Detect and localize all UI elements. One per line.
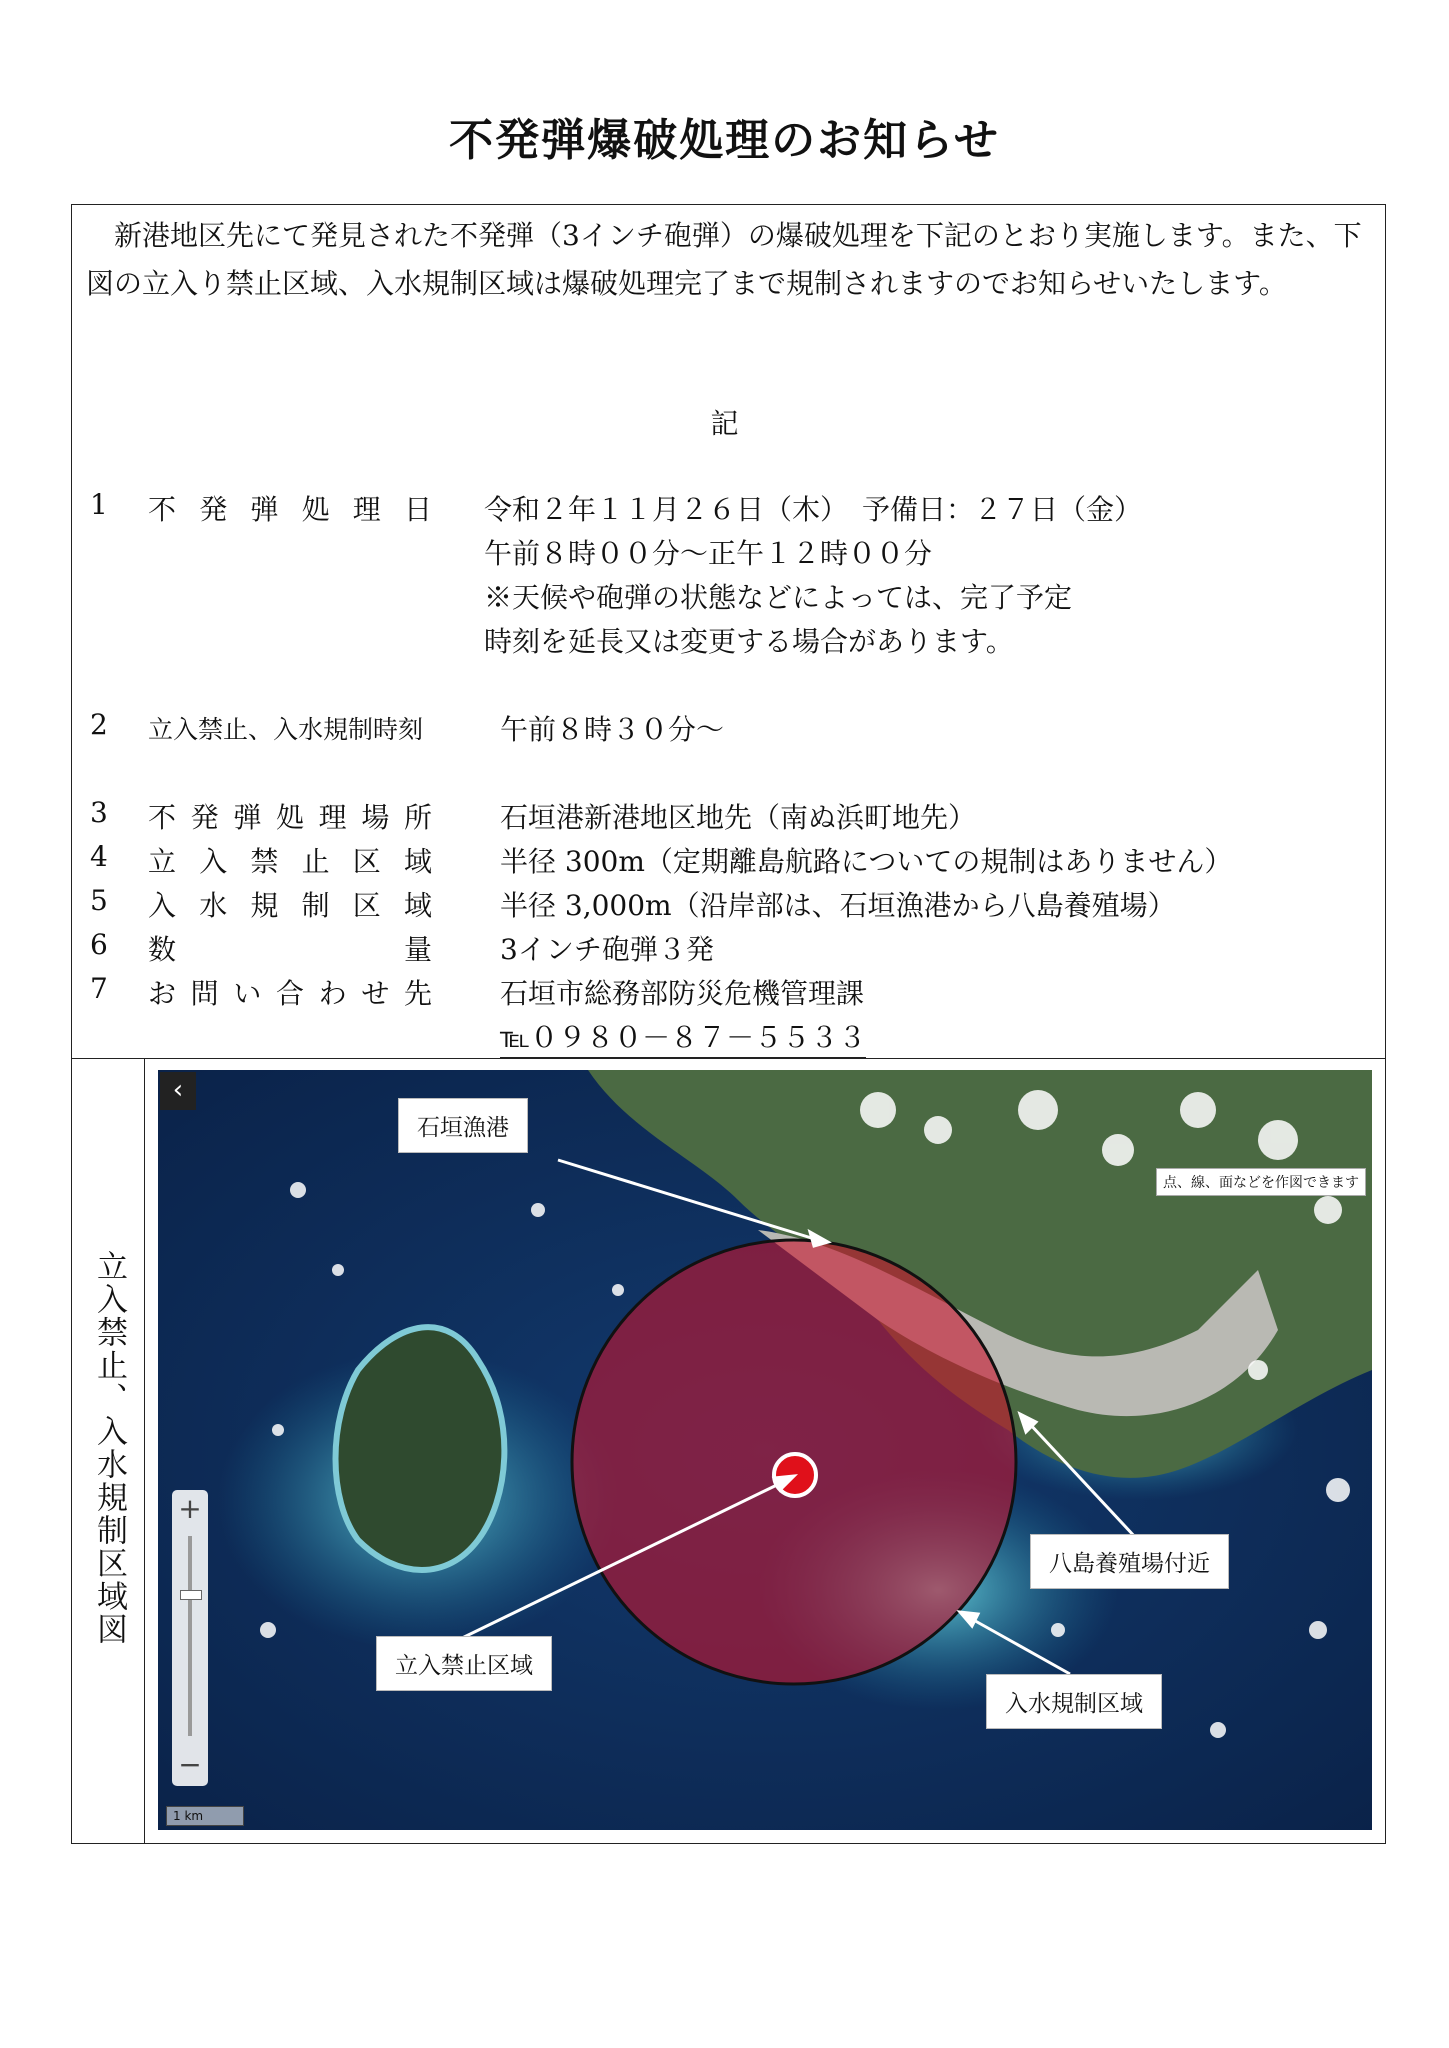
regulation-area-map[interactable] xyxy=(158,1070,1372,1830)
page-title: 不発弾爆破処理のお知らせ xyxy=(449,115,1000,166)
item-1-label: 不発弾処理日 xyxy=(148,493,432,526)
item-1-value-line-1: 令和２年１１月２６日（木） 予備日：２７日（金） xyxy=(484,493,1143,526)
item-7-label: お問い合わせ先 xyxy=(148,977,432,1010)
item-3-value: 石垣港新港地区地先（南ぬ浜町地先） xyxy=(500,801,977,834)
intro-line-1: 新港地区先にて発見された不発弾（3インチ砲弾）の爆破処理を下記のとおり実施します。 xyxy=(114,219,1250,252)
item-2-number: 2 xyxy=(90,708,108,741)
item-6-value: 3インチ砲弾３発 xyxy=(500,933,714,966)
zoom-in-button[interactable]: + xyxy=(178,1492,202,1525)
item-2-label: 立入禁止、入水規制時刻 xyxy=(148,715,424,744)
intro-paragraph xyxy=(86,212,1376,308)
item-7-number: 7 xyxy=(90,972,108,1005)
item-1-value-line-3: ※天候や砲弾の状態などによっては、完了予定 xyxy=(484,581,1073,614)
item-3-number: 3 xyxy=(90,796,108,829)
intro-line-2: また、下図の立入り禁止区域、入水規制区域は爆破処理完了まで規制されますのでお知らせいたします。 xyxy=(86,219,1362,300)
zoom-slider-track[interactable] xyxy=(188,1536,192,1736)
item-3-label: 不発弾処理場所 xyxy=(148,801,432,834)
zoom-slider-handle[interactable] xyxy=(180,1590,202,1600)
map-label-divider xyxy=(144,1058,145,1844)
item-6-label: 数量 xyxy=(148,933,432,966)
map-back-button[interactable]: ‹ xyxy=(160,1072,196,1110)
map-scale-bar: 1 km xyxy=(166,1806,244,1826)
item-7-value: 石垣市総務部防災危機管理課 xyxy=(500,977,865,1010)
island-area xyxy=(336,1327,505,1570)
callout-water-regulation: 入水規制区域 xyxy=(986,1674,1162,1729)
contact-phone: ℡０９８０－８７－５５３３ xyxy=(500,1016,866,1059)
item-4-value: 半径 300m（定期離島航路についての規制はありません） xyxy=(500,845,1233,878)
zoom-control xyxy=(172,1490,208,1786)
zoom-out-button[interactable]: − xyxy=(178,1748,202,1781)
item-1-value-line-2: 午前８時００分～正午１２時００分 xyxy=(484,537,933,570)
item-6-number: 6 xyxy=(90,928,108,961)
item-1-value-line-4: 時刻を延長又は変更する場合があります。 xyxy=(484,625,1014,658)
callout-no-entry: 立入禁止区域 xyxy=(376,1636,552,1691)
ki-heading: 記 xyxy=(710,407,739,440)
callout-fishing-port: 石垣漁港 xyxy=(398,1098,528,1153)
item-2-value: 午前８時３０分～ xyxy=(500,713,725,746)
item-5-value: 半径 3,000m（沿岸部は、石垣漁港から八島養殖場） xyxy=(500,889,1176,922)
callout-yashima: 八島養殖場付近 xyxy=(1030,1534,1229,1589)
drawing-hint: 点、線、面などを作図できます xyxy=(1156,1168,1366,1196)
item-1-number: 1 xyxy=(90,488,108,521)
map-side-label: 立入禁止、入水規制区域図 xyxy=(91,1250,127,1646)
item-4-number: 4 xyxy=(90,840,108,873)
item-4-label: 立入禁止区域 xyxy=(148,845,432,878)
item-5-number: 5 xyxy=(90,884,108,917)
item-5-label: 入水規制区域 xyxy=(148,889,432,922)
